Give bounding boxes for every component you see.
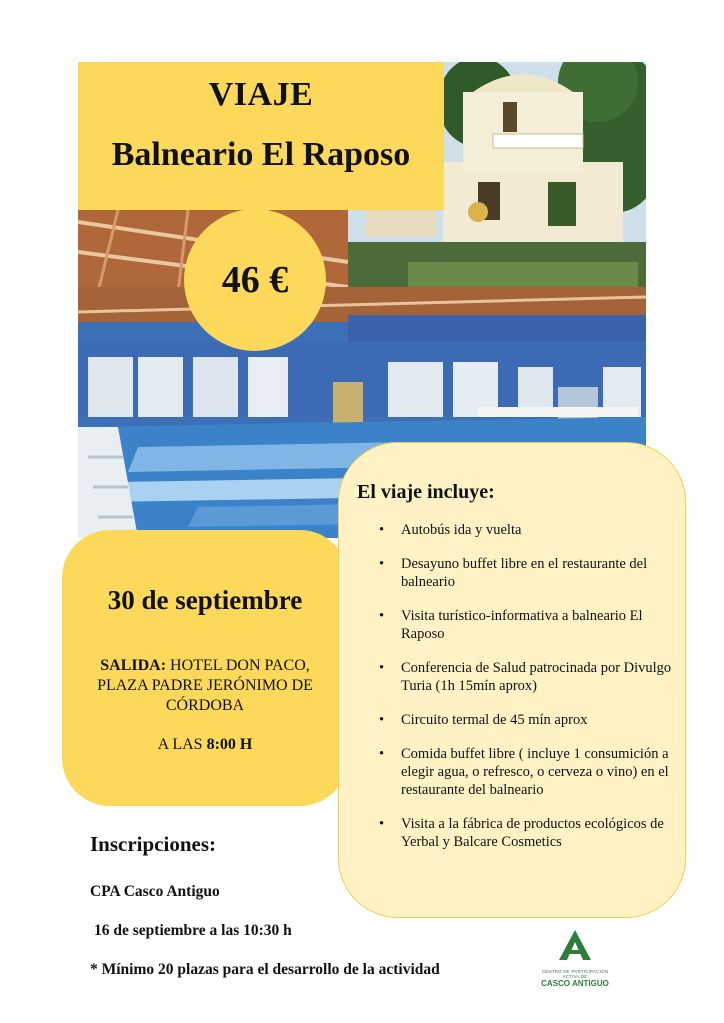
title-box bbox=[78, 62, 444, 210]
list-item: • Circuito termal de 45 mín aprox bbox=[339, 711, 679, 729]
list-item: • Visita a la fábrica de productos ecológicos de Yerbal y Balcare Cosmetics bbox=[339, 815, 679, 851]
registration-note: * Mínimo 20 plazas para el desarrollo de la actividad bbox=[90, 961, 440, 978]
registration-title: Inscripciones: bbox=[90, 832, 216, 856]
includes-panel bbox=[338, 442, 686, 918]
andalucia-a-icon bbox=[555, 928, 595, 962]
departure-place: HOTEL DON PACO, PLAZA PADRE JERÓNIMO DE CÓRDOBA bbox=[97, 657, 313, 714]
list-item: • Conferencia de Salud patrocinada por Divulgo Turia (1h 15mín aprox) bbox=[339, 659, 679, 695]
trip-date: 30 de septiembre bbox=[107, 585, 303, 615]
casco-antiguo-logo bbox=[535, 928, 615, 988]
list-item: • Desayuno buffet libre en el restaurante del balneario bbox=[339, 555, 679, 591]
includes-title: El viaje incluye: bbox=[357, 481, 495, 503]
destination-title: Balneario El Raposo bbox=[111, 136, 411, 173]
registration-date: 16 de septiembre a las 10:30 h bbox=[94, 922, 292, 939]
departure-time-value: 8:00 H bbox=[206, 736, 253, 753]
price-badge bbox=[184, 209, 326, 351]
registration-organizer: CPA Casco Antiguo bbox=[90, 883, 220, 900]
departure-time bbox=[62, 736, 348, 754]
logo-subtitle: CENTRO DE PARTICIPACIÓN ACTIVA DE bbox=[541, 969, 609, 979]
includes-list bbox=[339, 521, 679, 867]
departure-time-prefix: A LAS bbox=[157, 736, 203, 753]
list-item: • Comida buffet libre ( incluye 1 consumición a elegir agua, o refresco, o cerveza o vino) en el restaurante del balneario bbox=[339, 745, 679, 799]
departure-label: SALIDA: bbox=[100, 657, 167, 674]
list-item: • Visita turístico-informativa a balneario El Raposo bbox=[339, 607, 679, 643]
departure-box bbox=[62, 530, 348, 806]
list-item: • Autobús ida y vuelta bbox=[339, 521, 679, 539]
page-title: VIAJE bbox=[208, 76, 314, 113]
departure-info bbox=[78, 656, 332, 716]
logo-name: CASCO ANTIGUO bbox=[541, 979, 609, 988]
price-value: 46 € bbox=[221, 259, 289, 301]
